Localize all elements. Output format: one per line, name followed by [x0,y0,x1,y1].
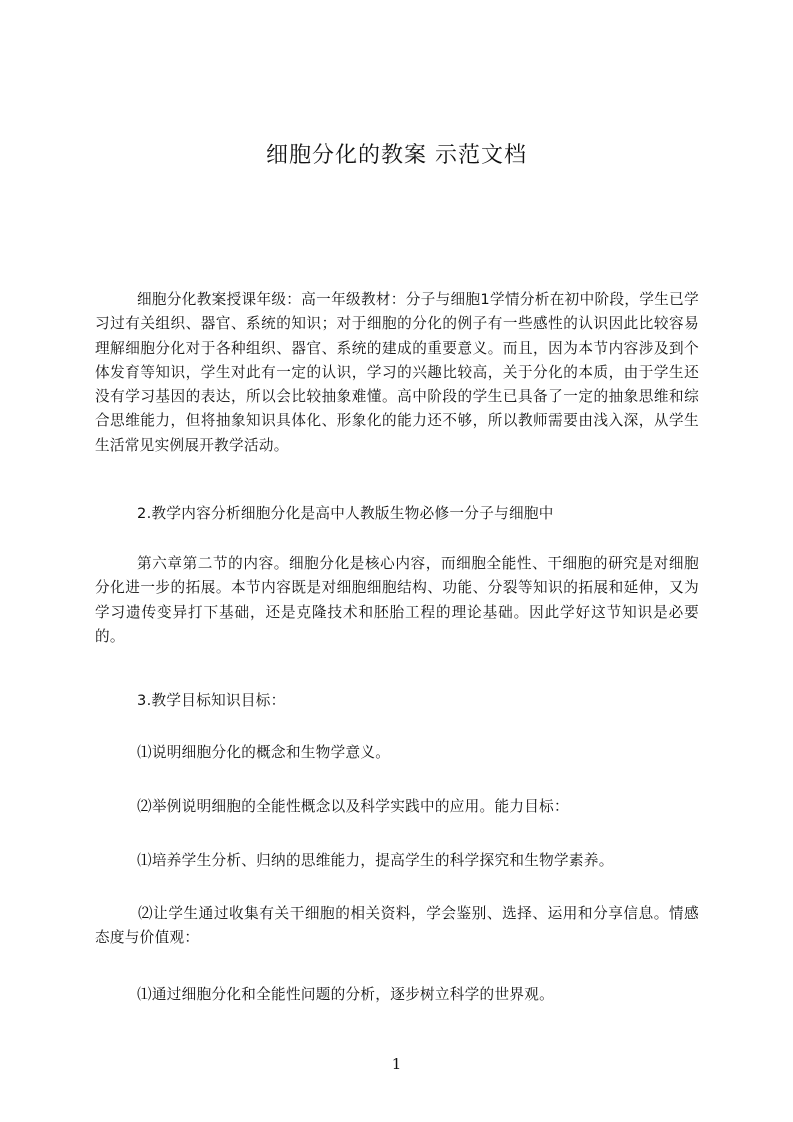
paragraph-ability-goal-1: ⑴培养学生分析、归纳的思维能力，提高学生的科学探究和生物学素养。 [137,852,614,869]
paragraph-content-analysis-heading: 2.教学内容分析细胞分化是高中人教版生物必修一分子与细胞中 [137,505,554,522]
paragraph-chapter-content: 第六章第二节的内容。细胞分化是核心内容，而细胞全能性、干细胞的研究是对细胞分化进一步的拓展。本节内容既是对细胞细胞结构、功能、分裂等知识的拓展和延伸，又为学习遗传变异打下基础，还是克隆技术和胚胎工程的理论基础。因此学好这节知识是必要的。 [95,555,699,645]
paragraph-ability-goal-2: ⑵让学生通过收集有关干细胞的相关资料，学会鉴别、选择、运用和分享信息。情感态度与价值观： [95,905,699,947]
paragraph-teaching-goals-heading: 3.教学目标知识目标： [137,692,286,709]
paragraph-knowledge-goal-2: ⑵举例说明细胞的全能性概念以及科学实践中的应用。能力目标： [137,798,569,815]
paragraph-learning-analysis: 细胞分化教案授课年级：高一年级教材：分子与细胞1学情分析在初中阶段，学生已学习过有关组织、器官、系统的知识；对于细胞的分化的例子有一些感性的认识因此比较容易理解细胞分化对于各种组织、器官、系统的建成的重要意义。而且，因为本节内容涉及到个体发育等知识，学生对此有一定的认识，学习的兴趣比较高，关于分化的本质，由于学生还没有学习基因的表达，所以会比较抽象难懂。高中阶段的学生已具备了一定的抽象思维和综合思维能力，但将抽象知识具体化、形象化的能力还不够，所以教师需要由浅入深，从学生生活常见实例展开教学活动。 [95,291,699,454]
paragraph-knowledge-goal-1: ⑴说明细胞分化的概念和生物学意义。 [137,744,391,761]
document-title: 细胞分化的教案 示范文档 [266,143,527,168]
paragraph-emotion-goal-1: ⑴通过细胞分化和全能性问题的分析，逐步树立科学的世界观。 [137,986,555,1003]
page-number: 1 [391,1055,402,1073]
